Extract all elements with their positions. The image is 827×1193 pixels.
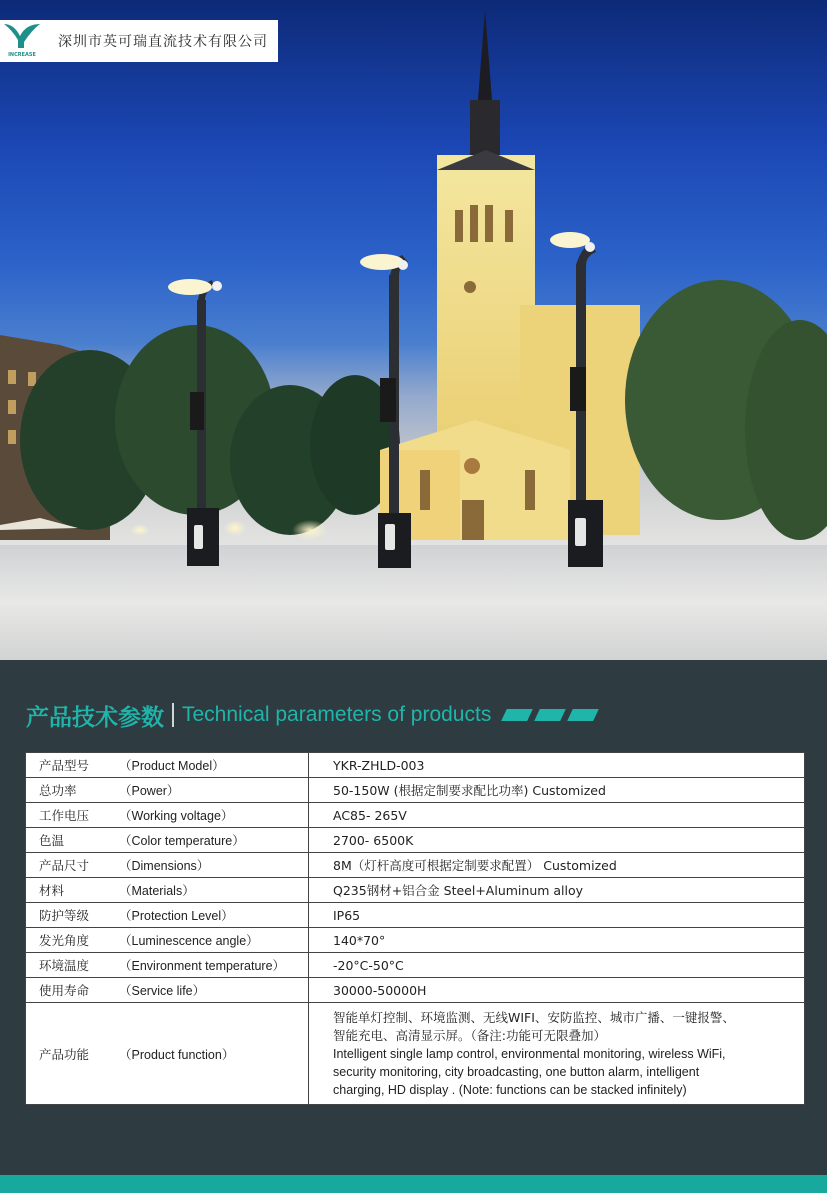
section-heading bbox=[26, 698, 596, 732]
spec-label-cn: 产品尺寸 bbox=[39, 858, 90, 873]
section-title-cn: 产品技术参数 bbox=[26, 704, 164, 731]
table-row bbox=[26, 853, 805, 878]
spec-table bbox=[25, 752, 805, 1105]
spec-label-en: （Materials） bbox=[119, 884, 195, 898]
spec-label-en: （Luminescence angle） bbox=[119, 934, 259, 948]
spec-value: YKR-ZHLD-003 bbox=[309, 753, 805, 778]
table-row bbox=[26, 828, 805, 853]
spec-value: 50-150W (根据定制要求配比功率) Customized bbox=[309, 778, 805, 803]
spec-label-cn: 材料 bbox=[39, 883, 65, 898]
spec-value: 2700- 6500K bbox=[309, 828, 805, 853]
spec-label-en: （Environment temperature） bbox=[119, 959, 286, 973]
table-row bbox=[26, 953, 805, 978]
spec-label-en: （Service life） bbox=[119, 984, 206, 998]
function-value bbox=[309, 1003, 805, 1105]
company-header bbox=[0, 20, 278, 62]
spec-value: 8M（灯杆高度可根据定制要求配置） Customized bbox=[309, 853, 805, 878]
table-row bbox=[26, 928, 805, 953]
table-row bbox=[26, 878, 805, 903]
function-line: security monitoring, city broadcasting, one button alarm, intelligent bbox=[333, 1064, 700, 1079]
spec-label-en: （Working voltage） bbox=[119, 809, 234, 823]
logo-wordmark: INCREASE bbox=[8, 52, 36, 58]
spec-label-cn: 发光角度 bbox=[39, 933, 90, 948]
spec-value: 140*70° bbox=[309, 928, 805, 953]
table-row bbox=[26, 803, 805, 828]
function-line: 智能充电、高清显示屏。（备注:功能可无限叠加） bbox=[333, 1027, 606, 1043]
spec-label-cn: 产品功能 bbox=[39, 1046, 90, 1062]
spec-label-en: （Power） bbox=[119, 784, 180, 798]
company-logo bbox=[0, 20, 44, 58]
spec-value: 30000-50000H bbox=[309, 978, 805, 1003]
function-line: charging, HD display . (Note: functions can be stacked infinitely) bbox=[333, 1082, 687, 1097]
spec-value: AC85- 265V bbox=[309, 803, 805, 828]
spec-label-en: （Color temperature） bbox=[119, 834, 245, 848]
table-row-function bbox=[26, 1003, 805, 1105]
spec-label-cn: 工作电压 bbox=[39, 808, 90, 823]
footer-accent-bar bbox=[0, 1175, 827, 1193]
spec-value: -20°C-50°C bbox=[309, 953, 805, 978]
section-title-en: Technical parameters of products bbox=[182, 703, 492, 726]
spec-label-en: （Protection Level） bbox=[119, 909, 234, 923]
spec-label-en: （Dimensions） bbox=[119, 859, 210, 873]
spec-value: Q235钢材+铝合金 Steel+Aluminum alloy bbox=[309, 878, 805, 903]
spec-label-cn: 防护等级 bbox=[39, 908, 90, 923]
spec-value: IP65 bbox=[309, 903, 805, 928]
title-decoration bbox=[497, 709, 596, 721]
function-line: 智能单灯控制、环境监测、无线WIFI、安防监控、城市广播、一键报警、 bbox=[333, 1009, 735, 1025]
spec-label-cn: 色温 bbox=[39, 833, 65, 848]
spec-label-cn: 环境温度 bbox=[39, 958, 90, 973]
table-row bbox=[26, 753, 805, 778]
spec-label-cn: 总功率 bbox=[39, 783, 77, 798]
spec-label-cn: 产品型号 bbox=[39, 758, 90, 773]
table-row bbox=[26, 903, 805, 928]
company-name: 深圳市英可瑞直流技术有限公司 bbox=[58, 34, 268, 50]
title-divider bbox=[172, 703, 174, 727]
table-row bbox=[26, 978, 805, 1003]
function-line: Intelligent single lamp control, environmental monitoring, wireless WiFi, bbox=[333, 1046, 726, 1061]
table-row bbox=[26, 778, 805, 803]
spec-label-en: （Product Model） bbox=[119, 759, 225, 773]
spec-label-cn: 使用寿命 bbox=[39, 983, 90, 998]
spec-label-en: （Product function） bbox=[119, 1047, 235, 1062]
